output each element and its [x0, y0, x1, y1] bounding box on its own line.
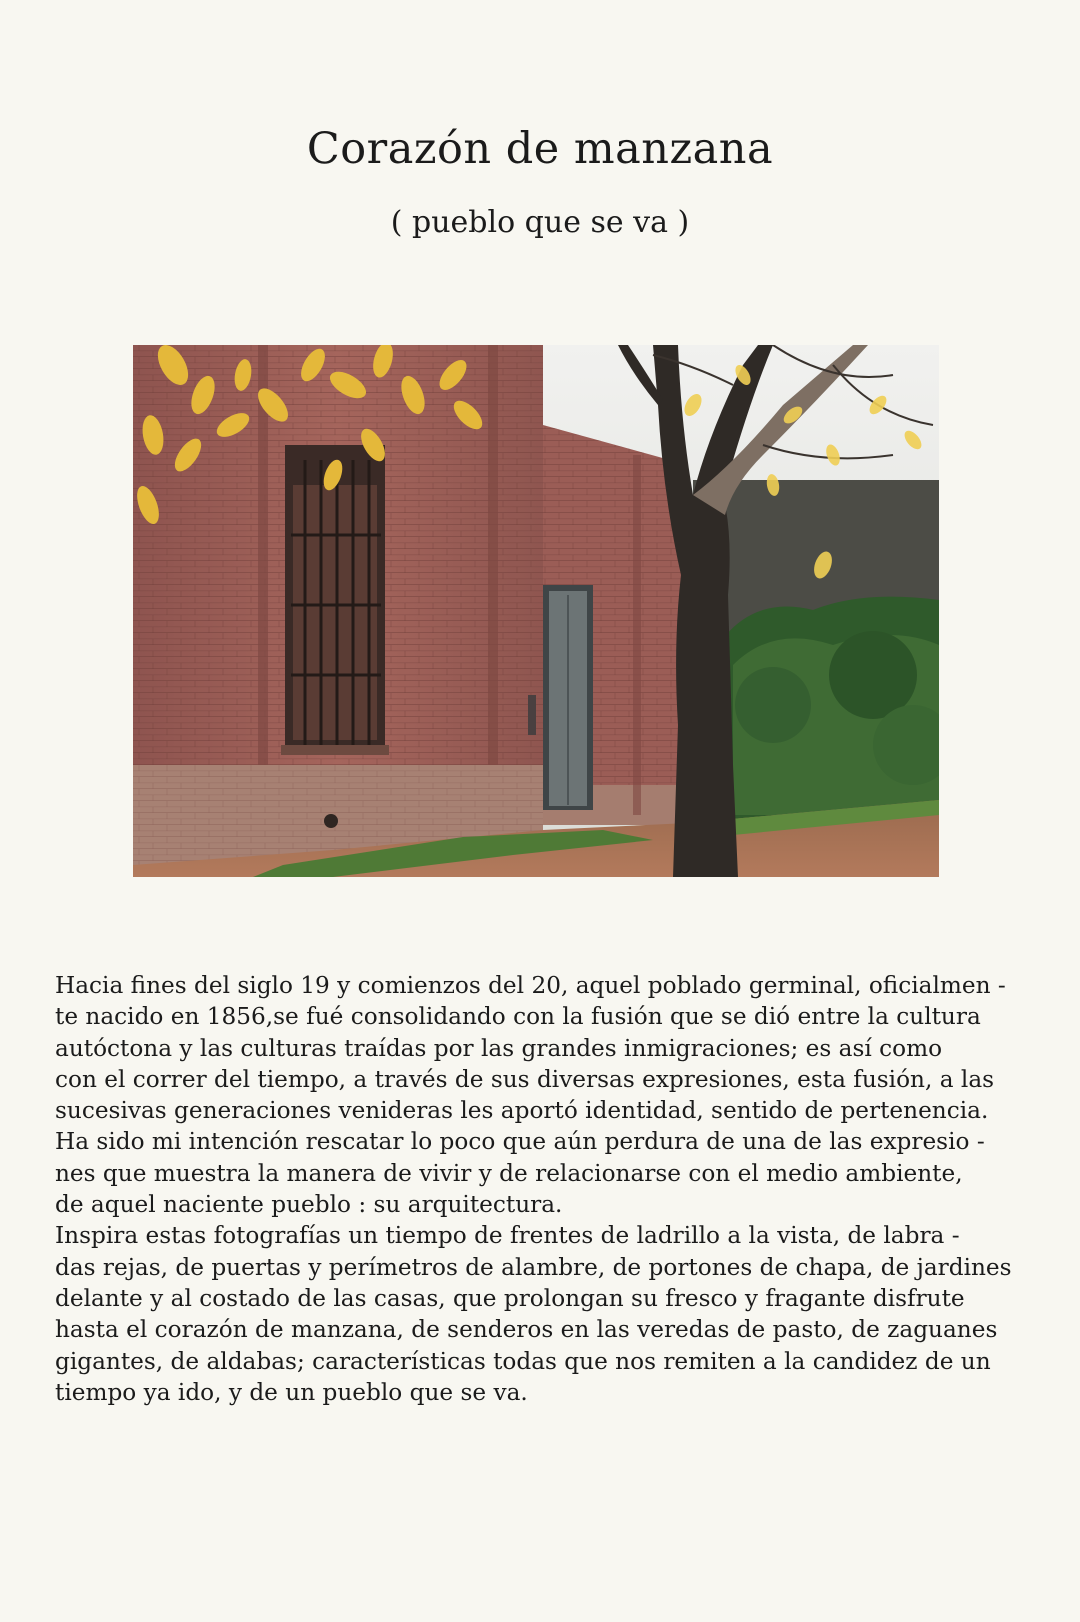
- text-line: te nacido en 1856,se fué consolidando con la fusión que se dió entre la cultura: [55, 1003, 981, 1031]
- text-line: Hacia fines del siglo 19 y comienzos del 20, aquel poblado germinal, oficialmen -: [55, 972, 1006, 999]
- page-title: Corazón de manzana: [306, 124, 774, 174]
- text-line: das rejas, de puertas y perímetros de alambre, de portones de chapa, de jardines: [55, 1253, 1012, 1281]
- text-line: tiempo ya ido, y de un pueblo que se va.: [55, 1378, 528, 1406]
- text-line: hasta el corazón de manzana, de senderos en las veredas de pasto, de zaguanes: [55, 1316, 998, 1344]
- text-line: gigantes, de aldabas; características todas que nos remiten a la candidez de un: [55, 1347, 991, 1375]
- text-line: autóctona y las culturas traídas por las grandes inmigraciones; es así como: [55, 1034, 943, 1062]
- text-line: Inspira estas fotografías un tiempo de frentes de ladrillo a la vista, de labra -: [55, 1222, 960, 1250]
- house-photo: [133, 345, 939, 877]
- page-subtitle: ( pueblo que se va ): [390, 205, 690, 240]
- text-line: Ha sido mi intención rescatar lo poco que aún perdura de una de las expresio -: [55, 1128, 985, 1156]
- text-line: sucesivas generaciones venideras les aportó identidad, sentido de pertenencia.: [55, 1097, 989, 1125]
- body-text: [55, 970, 1055, 1408]
- text-line: con el correr del tiempo, a través de sus diversas expresiones, esta fusión, a las: [55, 1065, 995, 1093]
- text-line: nes que muestra la manera de vivir y de relacionarse con el medio ambiente,: [55, 1159, 963, 1187]
- text-line: de aquel naciente pueblo : su arquitectura.: [55, 1191, 563, 1219]
- text-line: delante y al costado de las casas, que prolongan su fresco y fragante disfrute: [55, 1284, 965, 1312]
